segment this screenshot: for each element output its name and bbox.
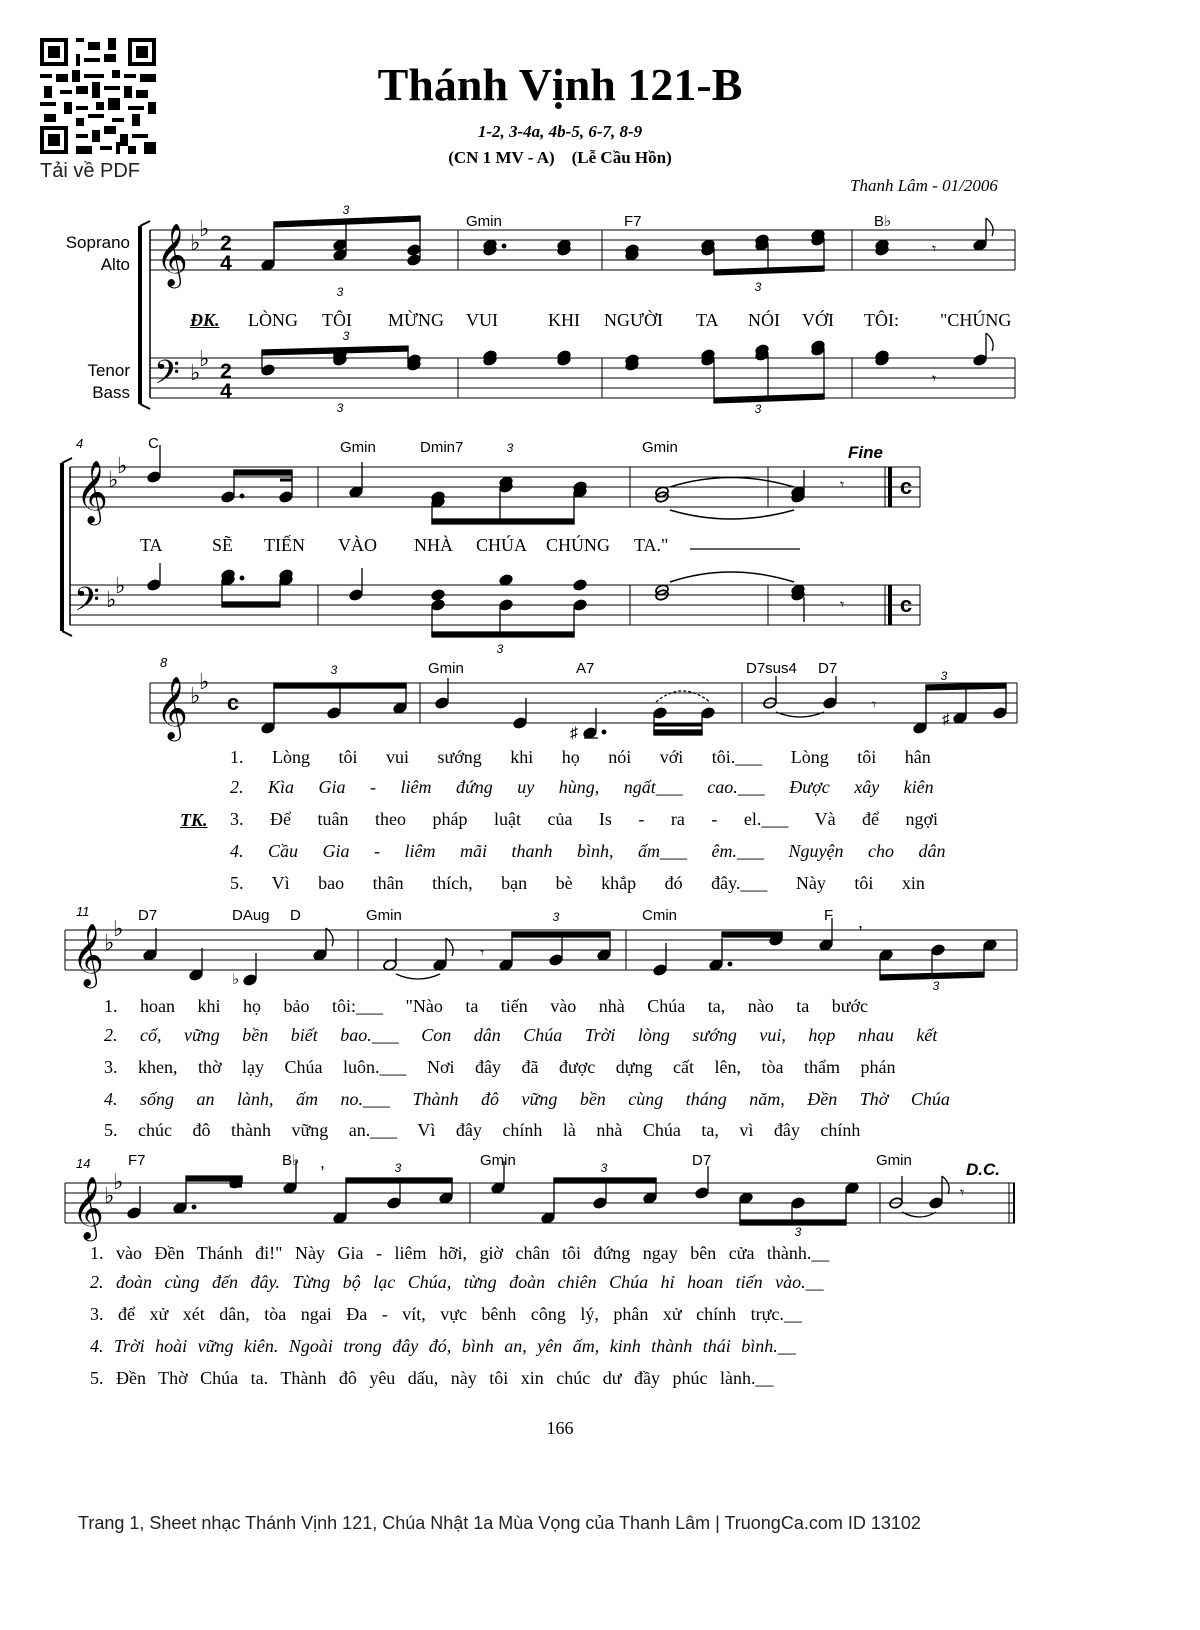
lyric: TÔI [322,310,352,330]
lyric: NGƯỜI [604,310,663,330]
measure-number: 11 [76,904,90,919]
svg-text:♭: ♭ [104,930,115,955]
svg-text:♭: ♭ [199,669,210,694]
svg-text:3: 3 [342,203,350,217]
chord-symbol: B♭ [282,1152,300,1169]
svg-text:♭: ♭ [117,453,128,478]
lyric: TA [140,535,163,555]
svg-text:,: , [858,912,864,932]
svg-text:♭: ♭ [104,1183,115,1208]
notes-system2-lower [147,563,845,637]
svg-text:♭: ♭ [199,216,210,241]
chord-symbol: Dmin7 [420,439,464,456]
svg-text:3: 3 [496,642,504,656]
author: Thanh Lâm - 01/2006 [850,176,998,195]
chord-symbol: F7 [624,213,642,230]
bass-clef-icon: 𝄢 [154,355,180,399]
chord-symbol: D7 [818,660,838,677]
svg-text:𝄾: 𝄾 [932,241,937,258]
svg-text:♭: ♭ [190,683,201,708]
lyric: "CHÚNG [940,310,1012,330]
svg-text:3: 3 [506,441,514,455]
verse-line: 1. vào Đền Thánh đi!" Này Gia - liêm hỡi, giờ chân tôi đứng ngay bên cửa thành.__ [90,1243,830,1263]
lyric: MỪNG [388,310,444,330]
chord-symbol: DAug [232,907,270,924]
measure-number: 4 [76,436,84,451]
lyric: TA." [634,535,669,555]
song-title: Thánh Vịnh 121-B [377,59,743,110]
svg-text:3: 3 [336,401,344,415]
lyric: LÒNG [248,310,298,330]
part-label-soprano: Soprano [65,233,130,252]
notes-system2-upper [147,445,845,524]
chord-symbol: F [824,907,834,924]
time-sig-bottom: 4 [220,380,232,403]
chord-symbol: Gmin [876,1152,912,1169]
treble-clef-icon: 𝄞 [72,1178,104,1238]
svg-text:𝄾: 𝄾 [480,945,485,962]
svg-text:3: 3 [932,979,940,993]
svg-text:♭: ♭ [113,916,124,941]
treble-clef-icon: 𝄞 [156,678,188,738]
chord-symbol: A7 [576,660,595,677]
verse-line: 2. Kìa Gia - liêm đứng uy hùng, ngất___ cao.___ Được xây kiên [230,777,934,797]
staff-melody-5 [65,1183,1015,1223]
verse-line: 5. Vì bao thân thích, bạn bè khắp đó đây.___ Này tôi xin [230,873,925,893]
svg-text:♭: ♭ [190,360,201,385]
svg-text:♭: ♭ [115,573,126,598]
svg-text:𝄾: 𝄾 [960,1185,965,1202]
verse-line: 2. đoàn cùng đến đây. Từng bộ lạc Chúa, từng đoàn chiên Chúa hỉ hoan tiến vào.__ [90,1272,824,1292]
chord-symbol: D7 [692,1152,712,1169]
chord-symbol: Gmin [466,213,502,230]
treble-clef-icon: 𝄞 [76,462,108,522]
verse-line: 5. chúc đô thành vững an.___ Vì đây chính là nhà Chúa ta, vì đây chính [104,1120,861,1140]
svg-text:𝄾: 𝄾 [840,477,845,494]
part-label-bass: Bass [92,383,130,402]
chord-symbol: C [148,435,159,452]
chord-symbol: Gmin [642,439,678,456]
svg-text:♭: ♭ [199,346,210,371]
verse-line: 2. cố, vững bền biết bao.___ Con dân Chúa Trời lòng sướng vui, họp nhau kết [104,1025,938,1045]
notes-system3 [261,676,1008,742]
chord-symbol: Cmin [642,907,678,924]
verse-line: 1. Lòng tôi vui sướng khi họ nói với tôi.___ Lòng tôi hân [230,747,931,767]
staff-melody-3 [150,683,1017,723]
time-sig-bottom: 4 [220,252,232,275]
svg-text:3: 3 [342,329,350,343]
svg-text:♭: ♭ [113,1169,124,1194]
svg-text:3: 3 [330,663,338,677]
svg-text:3: 3 [940,669,948,683]
common-time: c [899,474,913,499]
measure-number: 8 [160,655,168,670]
svg-text:𝄾: 𝄾 [840,597,845,614]
svg-text:♯: ♯ [942,711,950,728]
chord-symbol: Gmin [366,907,402,924]
lyric: TA [696,310,719,330]
lyric: KHI [548,310,580,330]
svg-text:𝄾: 𝄾 [872,697,877,714]
chord-symbol: Gmin [480,1152,516,1169]
page-number: 166 [546,1418,574,1438]
chord-symbol: F7 [128,1152,146,1169]
svg-text:3: 3 [394,1161,402,1175]
measure-number: 14 [76,1156,91,1171]
refrain-label: ĐK. [190,310,220,330]
lyric: VỚI [802,310,834,330]
lyric: SẼ [212,535,234,555]
verse-line: 1. hoan khi họ bảo tôi:___ "Nào ta tiến vào nhà Chúa ta, nào ta bước [104,996,869,1016]
verse-line: 4. Cầu Gia - liêm mãi thanh bình, ấm___ êm.___ Nguyện cho dân [230,841,946,861]
svg-text:𝄾: 𝄾 [932,371,937,388]
download-pdf-link[interactable]: Tải về PDF [40,160,141,182]
lyric: VUI [466,310,498,330]
lyric: NHÀ [414,535,453,555]
verse-line: 3. Để tuân theo pháp luật của Is - ra - el.___ Và để ngợi [230,809,939,829]
lyric: VÀO [338,535,377,555]
lyric: CHÚA [476,535,528,555]
chord-symbol: D7sus4 [746,660,797,677]
chord-symbol: Gmin [428,660,464,677]
lyric: TÔI: [864,310,899,330]
footer-caption: Trang 1, Sheet nhạc Thánh Vịnh 121, Chúa Nhật 1a Mùa Vọng của Thanh Lâm | TruongCa.com ID 13102 [78,1513,921,1533]
notes-system5 [127,1152,965,1225]
chord-symbol: D7 [138,907,158,924]
occasion: (CN 1 MV - A) (Lễ Cầu Hồn) [448,148,672,167]
part-label-alto: Alto [100,255,130,274]
treble-clef-icon: 𝄞 [72,925,104,985]
lyric: TIẾN [264,535,305,555]
lyric: NÓI [748,310,780,330]
svg-text:♭: ♭ [190,230,201,255]
chord-symbol: Gmin [340,439,376,456]
verse-line: 3. để xử xét dân, tòa ngai Đa - vít, vực bênh công lý, phân xử chính trực.__ [90,1304,802,1324]
bass-clef-icon: 𝄢 [74,582,100,626]
svg-text:3: 3 [754,402,762,416]
svg-text:3: 3 [552,910,560,924]
time-sig-top: 2 [220,232,232,255]
psalm-verses: 1-2, 3-4a, 4b-5, 6-7, 8-9 [477,122,643,141]
svg-text:,: , [320,1152,326,1172]
svg-text:3: 3 [600,1161,608,1175]
verse-line: 4. Trời hoài vững kiên. Ngoài trong đây đó, bình an, yên ấm, kinh thành thái bình.__ [90,1336,796,1356]
svg-text:3: 3 [336,285,344,299]
svg-text:♭: ♭ [106,587,117,612]
part-label-tenor: Tenor [87,361,130,380]
svg-text:♭: ♭ [232,971,240,988]
common-time: c [226,690,240,715]
verse-line: 3. khen, thờ lạy Chúa luôn.___ Nơi đây đã được dựng cất lên, tòa thẩm phán [104,1057,896,1077]
svg-text:♭: ♭ [108,467,119,492]
chord-symbol: B♭ [874,213,892,230]
svg-text:♯: ♯ [570,725,578,742]
common-time: c [899,592,913,617]
dc-mark: D.C. [966,1160,1000,1179]
verse-label: TK. [180,810,208,830]
chord-symbol: D [290,907,301,924]
treble-clef-icon: 𝄞 [156,225,188,285]
svg-text:3: 3 [754,280,762,294]
lyric: CHÚNG [546,535,611,555]
fine-mark: Fine [848,443,883,462]
verse-line: 5. Đền Thờ Chúa ta. Thành đô yêu dấu, này tôi xin chúc dư đầy phúc lành.__ [90,1368,774,1388]
time-sig-top: 2 [220,360,232,383]
svg-text:3: 3 [794,1225,802,1239]
verse-line: 4. sống an lành, ấm no.___ Thành đô vững bền cùng tháng năm, Đền Thờ Chúa [104,1089,950,1109]
